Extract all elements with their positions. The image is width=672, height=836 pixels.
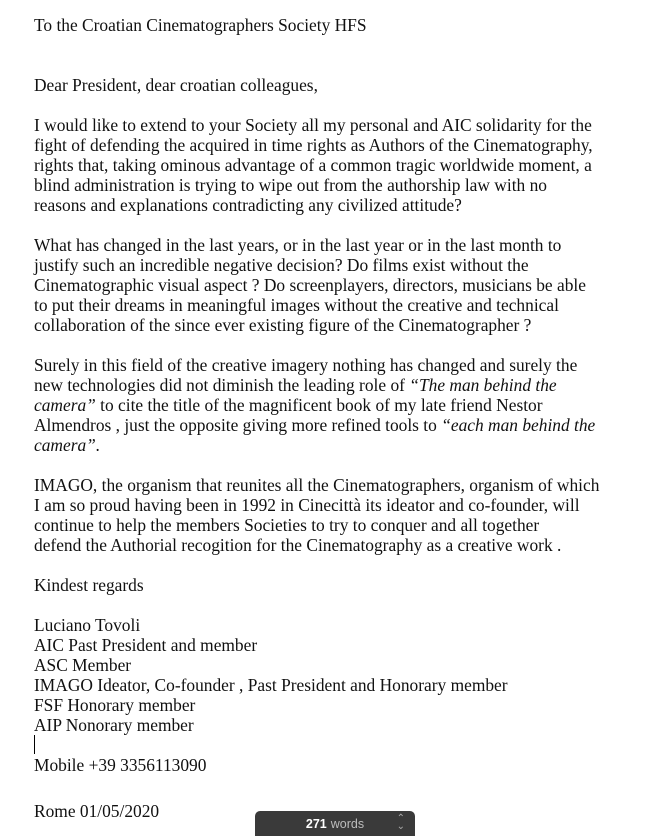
- chevron-up-down-icon: ⌃ ⌄: [396, 813, 405, 832]
- paragraph: [34, 355, 599, 455]
- text-line: [34, 115, 599, 135]
- text-line: [34, 175, 599, 195]
- text-line: [34, 195, 599, 215]
- date-line: Rome 01/05/2020: [34, 801, 160, 821]
- text-line: [34, 475, 599, 495]
- text-line: [34, 295, 599, 315]
- text-line: [34, 515, 599, 535]
- text-line: [34, 135, 599, 155]
- text-line: [34, 495, 599, 515]
- text-run: What has changed in the last years, or in the last year or in the last month to: [34, 235, 562, 255]
- text-run: to cite the title of the magnificent book of my late friend Nestor: [95, 395, 543, 415]
- paragraph: [34, 115, 599, 215]
- greeting: Dear President, dear croatian colleagues,: [34, 75, 318, 95]
- signature-title: AIP Nonorary member: [34, 715, 194, 735]
- text-run: justify such an incredible negative decision? Do films exist without the: [34, 255, 529, 275]
- signature-title: FSF Honorary member: [34, 695, 196, 715]
- text-run: I would like to extend to your Society all my personal and AIC solidarity for the: [34, 115, 592, 135]
- italic-text: camera”: [34, 395, 96, 415]
- text-line: [34, 315, 599, 335]
- text-line: [34, 395, 599, 415]
- mobile-number: Mobile +39 3356113090: [34, 755, 207, 775]
- signature-title: IMAGO Ideator, Co-founder , Past President and Honorary member: [34, 675, 508, 695]
- text-line: [34, 535, 599, 555]
- text-line: [34, 275, 599, 295]
- text-run: Surely in this field of the creative imagery nothing has changed and surely the: [34, 355, 578, 375]
- word-count-label: words: [330, 816, 365, 831]
- text-run: fight of defending the acquired in time rights as Authors of the Cinematography,: [34, 135, 593, 155]
- italic-text: “The man behind the: [409, 375, 557, 395]
- word-count-button[interactable]: [255, 811, 415, 836]
- addressee-line: To the Croatian Cinematographers Society HFS: [34, 15, 367, 35]
- italic-text: camera”.: [34, 435, 101, 455]
- text-run: reasons and explanations contradicting any civilized attitude?: [34, 195, 462, 215]
- text-line: [34, 235, 599, 255]
- text-cursor-line: [34, 735, 599, 755]
- signature-block: [34, 615, 599, 735]
- text-line: [34, 435, 599, 455]
- letter-paragraphs: [34, 115, 599, 555]
- paragraph: [34, 235, 599, 335]
- text-line: [34, 415, 599, 435]
- paragraph: [34, 475, 599, 555]
- text-line: [34, 255, 599, 275]
- signature-name: Luciano Tovoli: [34, 615, 141, 635]
- text-run: I am so proud having been in 1992 in Cinecittà its ideator and co-founder, will: [34, 495, 580, 515]
- signature-title: AIC Past President and member: [34, 635, 258, 655]
- closing: Kindest regards: [34, 575, 144, 595]
- text-run: IMAGO, the organism that reunites all the Cinematographers, organism of which: [34, 475, 600, 495]
- text-line: [34, 355, 599, 375]
- text-line: [34, 155, 599, 175]
- text-run: blind administration is trying to wipe out from the authorship law with no: [34, 175, 547, 195]
- text-run: continue to help the members Societies to try to conquer and all together: [34, 515, 540, 535]
- text-run: defend the Authorial recogition for the Cinematography as a creative work .: [34, 535, 562, 555]
- text-run: Cinematographic visual aspect ? Do screenplayers, directors, musicians be able: [34, 275, 586, 295]
- text-run: rights that, taking ominous advantage of a common tragic worldwide moment, a: [34, 155, 592, 175]
- text-run: to put their dreams in meaningful images without the creative and technical: [34, 295, 559, 315]
- text-line: [34, 375, 599, 395]
- text-run: new technologies did not diminish the leading role of: [34, 375, 410, 395]
- italic-text: “each man behind the: [441, 415, 596, 435]
- text-run: Almendros , just the opposite giving more refined tools to: [34, 415, 442, 435]
- text-cursor: [34, 735, 35, 754]
- signature-title: ASC Member: [34, 655, 132, 675]
- text-run: collaboration of the since ever existing figure of the Cinematographer ?: [34, 315, 532, 335]
- word-count-number: 271: [305, 816, 327, 831]
- document-body[interactable]: [34, 15, 599, 821]
